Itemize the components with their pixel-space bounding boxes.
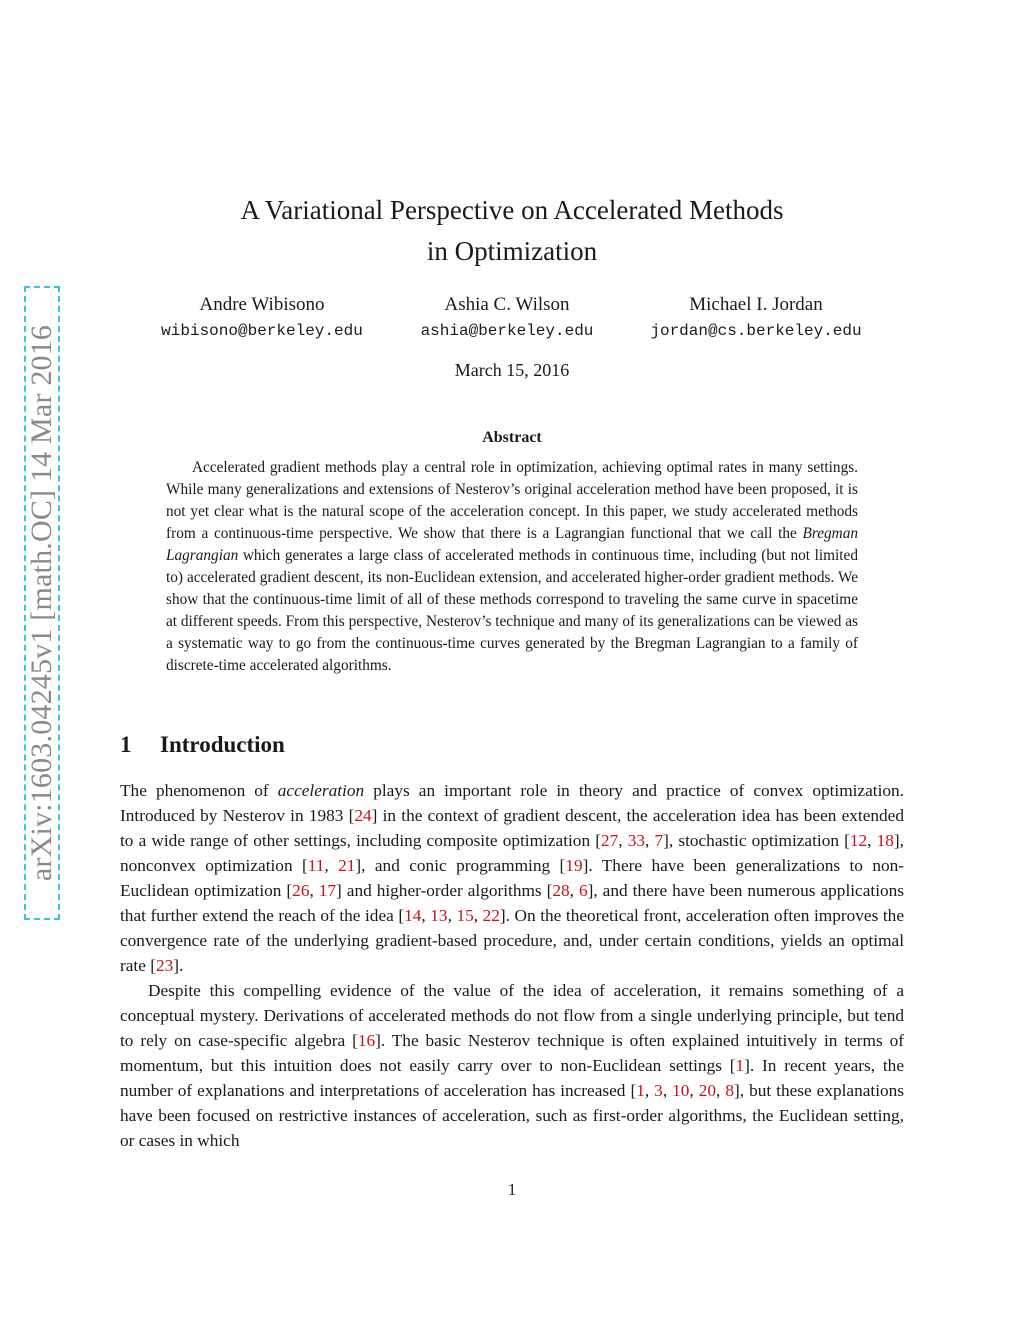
separator: , xyxy=(644,1081,655,1100)
author-name: Andre Wibisono xyxy=(199,294,325,315)
separator: , xyxy=(716,1081,726,1100)
separator: , xyxy=(867,831,877,850)
citation-link[interactable]: 17 xyxy=(318,881,337,900)
paper-title xyxy=(0,190,1024,272)
citation-link[interactable]: 15 xyxy=(456,906,474,925)
abstract-text: Accelerated gradient methods play a central role in optimization, achieving optimal rates in many settings. While many generalizations and extensions of Nesterov’s original acceleration method have been proposed, it is not yet clear what is the natural scope of the acceleration concept. In this paper, we study accelerated methods from a continuous-time perspective. We show that there is a Lagrangian functional that we call the xyxy=(166,459,858,542)
separator: , xyxy=(618,831,628,850)
citation-link[interactable]: 33 xyxy=(627,831,646,850)
citation-link[interactable]: 28 xyxy=(552,881,570,900)
author-email[interactable]: jordan@cs.berkeley.edu xyxy=(650,322,862,340)
citation-link[interactable]: 18 xyxy=(876,831,894,850)
body-text: ] and higher-order algorithms [ xyxy=(336,881,553,900)
author-1 xyxy=(122,292,402,344)
citation-link[interactable]: 7 xyxy=(654,831,664,850)
abstract-heading: Abstract xyxy=(482,429,542,446)
author-2 xyxy=(367,292,647,344)
separator: , xyxy=(689,1081,699,1100)
arxiv-identifier: arXiv:1603.04245v1 [math.OC] 14 Mar 2016 xyxy=(25,324,58,882)
author-name: Michael I. Jordan xyxy=(689,294,823,315)
citation-link[interactable]: 11 xyxy=(307,856,325,875)
body-text: ], and there have been numerous applications that further extend the reach of the idea [ xyxy=(120,881,905,925)
separator: , xyxy=(569,881,579,900)
body-text: ]. There have been generalizations to non-Euclidean optimization [ xyxy=(120,856,905,900)
title-line-1: A Variational Perspective on Accelerated Methods xyxy=(240,195,784,225)
citation-link[interactable]: 1 xyxy=(735,1056,745,1075)
separator: , xyxy=(447,906,457,925)
citation-link[interactable]: 12 xyxy=(849,831,868,850)
separator: , xyxy=(421,906,431,925)
title-line-2: in Optimization xyxy=(426,236,598,266)
citation-link[interactable]: 23 xyxy=(155,956,174,975)
section-heading xyxy=(120,732,285,758)
author-name: Ashia C. Wilson xyxy=(444,294,570,315)
section-number: 1 xyxy=(120,732,132,757)
body-text: ]. In recent years, the number of explanations and interpretations of acceleration has increased [ xyxy=(120,1056,904,1100)
body-text: ], and conic programming [ xyxy=(355,856,566,875)
author-3 xyxy=(616,292,896,344)
abstract-text: which generates a large class of accelerated methods in continuous time, including (but not limited to) accelerated gradient descent, its non-Euclidean extension, and accelerated higher-order gradient methods. We show that the continuous-time limit of all of these methods correspond to traveling the same curve in spacetime at different speeds. From this perspective, Nesterov’s technique and many of its generalizations can be viewed as a systematic way to go from the continuous-time curves generated by the Bregman Lagrangian to a family of discrete-time accelerated algorithms. xyxy=(166,547,858,674)
body-text: ]. The basic Nesterov technique is often explained intuitively in terms of momentum, but this intuition does not easily carry over to non-Euclidean settings [ xyxy=(120,1031,904,1075)
body-text: ], but these explanations have been focused on restrictive instances of acceleration, such as first-order algorithms, the Euclidean setting, or cases in which xyxy=(120,1081,905,1150)
citation-link[interactable]: 13 xyxy=(430,906,448,925)
citation-link[interactable]: 14 xyxy=(404,906,422,925)
citation-link[interactable]: 1 xyxy=(636,1081,645,1100)
emphasis: acceleration xyxy=(277,781,365,800)
body-text: The phenomenon of xyxy=(120,781,278,800)
author-email[interactable]: ashia@berkeley.edu xyxy=(420,322,594,340)
body-text: ] in the context of gradient descent, the acceleration idea has been extended to a wide range of other settings, including composite optimization [ xyxy=(120,806,904,850)
citation-link[interactable]: 3 xyxy=(654,1081,663,1100)
citation-link[interactable]: 6 xyxy=(578,881,588,900)
citation-link[interactable]: 8 xyxy=(725,1081,734,1100)
page-number: 1 xyxy=(507,1180,517,1199)
citation-link[interactable]: 10 xyxy=(672,1081,690,1100)
intro-paragraph-1 xyxy=(120,778,904,978)
citation-link[interactable]: 22 xyxy=(482,906,500,925)
body-text: ], nonconvex optimization [ xyxy=(120,831,904,875)
body-text: ], stochastic optimization [ xyxy=(663,831,850,850)
section-title: Introduction xyxy=(160,732,285,757)
separator: , xyxy=(473,906,483,925)
separator: , xyxy=(309,881,319,900)
publication-date: March 15, 2016 xyxy=(454,360,570,380)
arxiv-stamp xyxy=(24,286,60,920)
abstract-emphasis: Bregman Lagrangian xyxy=(166,525,858,564)
separator: , xyxy=(645,831,655,850)
body-text: ]. On the theoretical front, acceleration often improves the convergence rate of the underlying gradient-based procedure, and, under certain conditions, yields an optimal rate [ xyxy=(120,906,904,975)
citation-link[interactable]: 21 xyxy=(338,856,356,875)
intro-paragraph-2 xyxy=(120,978,904,1153)
citation-link[interactable]: 26 xyxy=(292,881,310,900)
citation-link[interactable]: 16 xyxy=(357,1031,376,1050)
separator: , xyxy=(324,856,339,875)
citation-link[interactable]: 20 xyxy=(698,1081,717,1100)
body-text: Despite this compelling evidence of the value of the idea of acceleration, it remains something of a conceptual mystery. Derivations of accelerated methods do not flow from a single underlying principle, but tend to rely on case-specific algebra [ xyxy=(120,981,904,1050)
author-email[interactable]: wibisono@berkeley.edu xyxy=(161,322,363,340)
body-text: ]. xyxy=(173,956,184,975)
citation-link[interactable]: 27 xyxy=(600,831,619,850)
citation-link[interactable]: 19 xyxy=(565,856,583,875)
separator: , xyxy=(662,1081,673,1100)
citation-link[interactable]: 24 xyxy=(354,806,372,825)
body-text: plays an important role in theory and practice of convex optimization. Introduced by Nesterov in 1983 [ xyxy=(120,781,905,825)
abstract-body xyxy=(166,457,858,677)
